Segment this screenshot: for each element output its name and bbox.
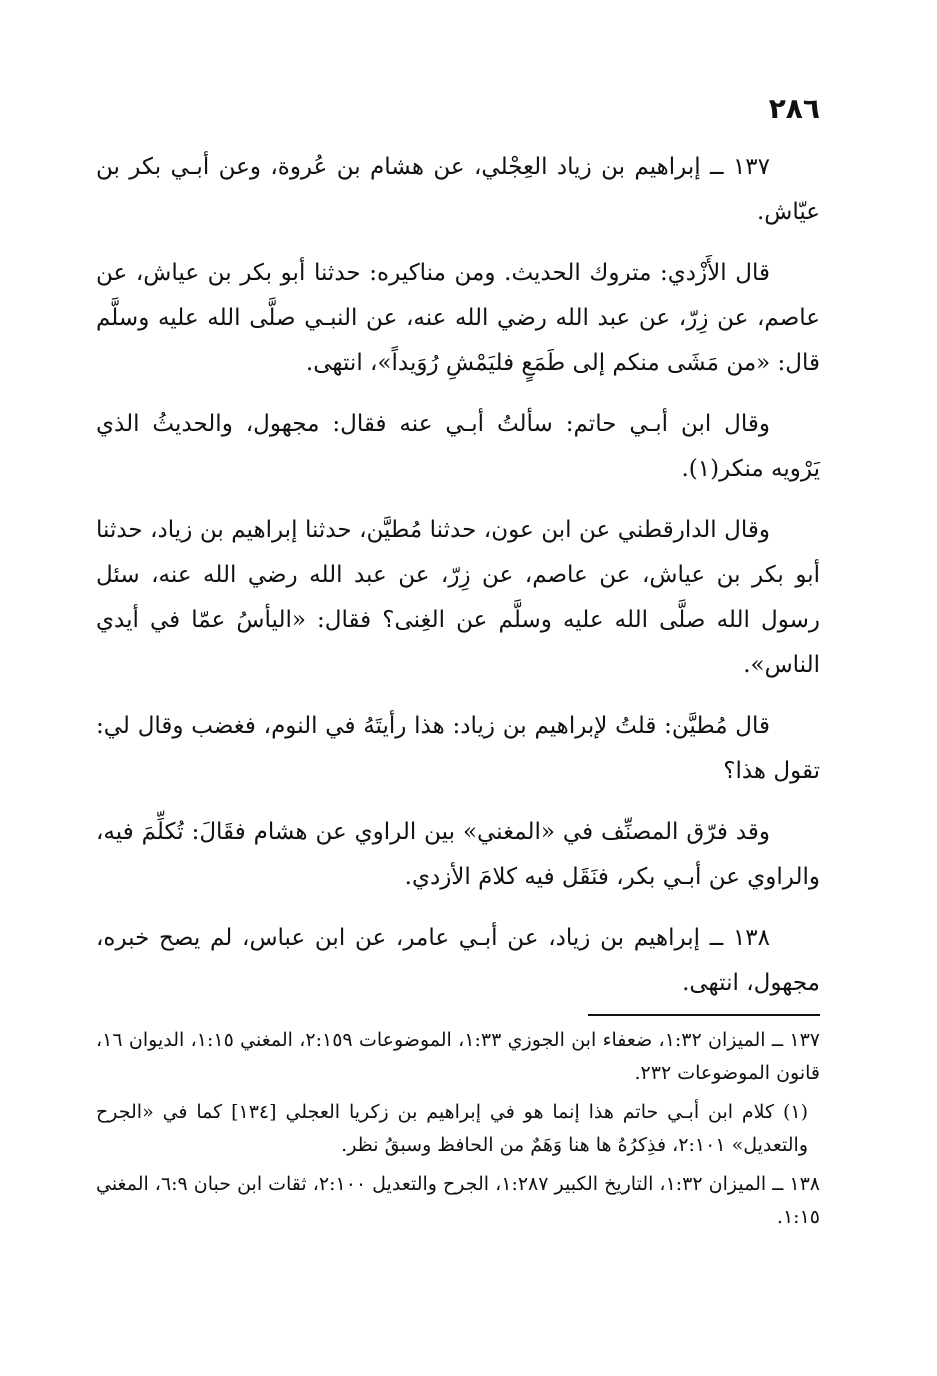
footnote-137: ١٣٧ ــ الميزان ١:٣٢، ضعفاء ابن الجوزي ١:٣٣، الموضوعات ٢:١٥٩، المغني ١:١٥، الديوان ١٦، قانون الموضوعات ٢٣٢.: [96, 1029, 821, 1084]
daraqutni-paragraph: وقال الدارقطني عن ابن عون، حدثنا مُطيَّن، حدثنا إبراهيم بن زياد، حدثنا أبو بكر بن عياش، عن عاصم، عن زِرّ، عن عبد الله رضي الله عنه، سئل رسول الله صلَّى الله عليه وسلَّم عن الغِنى؟ فقال: «اليأسُ عمّا في أيدي الناس».: [96, 517, 820, 678]
footnote-138: ١٣٨ ــ الميزان ١:٣٢، التاريخ الكبير ١:٢٨٧، الجرح والتعديل ٢:١٠٠، ثقات ابن حبان ٦:٩، المغني ١:١٥.: [95, 1173, 820, 1228]
footnotes: [96, 1024, 820, 1240]
mutayyan-paragraph: قال مُطيَّن: قلتُ لإبراهيم بن زياد: هذا رأيتَهُ في النوم، فغضب وقال لي: تقول هذا؟: [96, 713, 820, 784]
footnote-1: (١) كلام ابن أبـي حاتم هذا إنما هو في إبراهيم بن زكريا العجلي [١٣٤] كما في «الجرح والتعديل» ٢:١٠١، فذِكرُهُ ها هنا وَهَمٌ من الحافظ وسبقُ نظر.: [96, 1101, 808, 1156]
mughni-note-paragraph: وقد فرّق المصنِّف في «المغني» بين الراوي عن هشام فقَالَ: تُكلِّمَ فيه، والراوي عن أبـي بكر، فنَقَل فيه كلامَ الأزدي.: [96, 819, 820, 890]
main-text: [96, 145, 820, 1022]
page-number: ٢٨٦: [768, 92, 820, 125]
ibn-abi-hatim-paragraph: وقال ابن أبـي حاتم: سألتُ أبـي عنه فقال: مجهول، والحديثُ الذي يَرْويه منكر(١).: [96, 411, 820, 482]
entry-137-heading: ١٣٧ ــ إبراهيم بن زياد العِجْلي، عن هشام بن عُروة، وعن أبـي بكر بن عيّاش.: [96, 154, 820, 225]
entry-138-paragraph: ١٣٨ ــ إبراهيم بن زياد، عن أبـي عامر، عن ابن عباس، لم يصح خبره، مجهول، انتهى.: [96, 925, 820, 996]
footnote-divider: [588, 1014, 820, 1016]
azdi-quote-paragraph: قال الأَزْدي: متروك الحديث. ومن مناكيره: حدثنا أبو بكر بن عياش، عن عاصم، عن زِرّ، عن عبد الله رضي الله عنه، عن النبـي صلَّى الله عليه وسلَّم قال: «من مَشَى منكم إلى طَمَعٍ فليَمْشِ رُوَيداً»، انتهى.: [96, 260, 820, 376]
